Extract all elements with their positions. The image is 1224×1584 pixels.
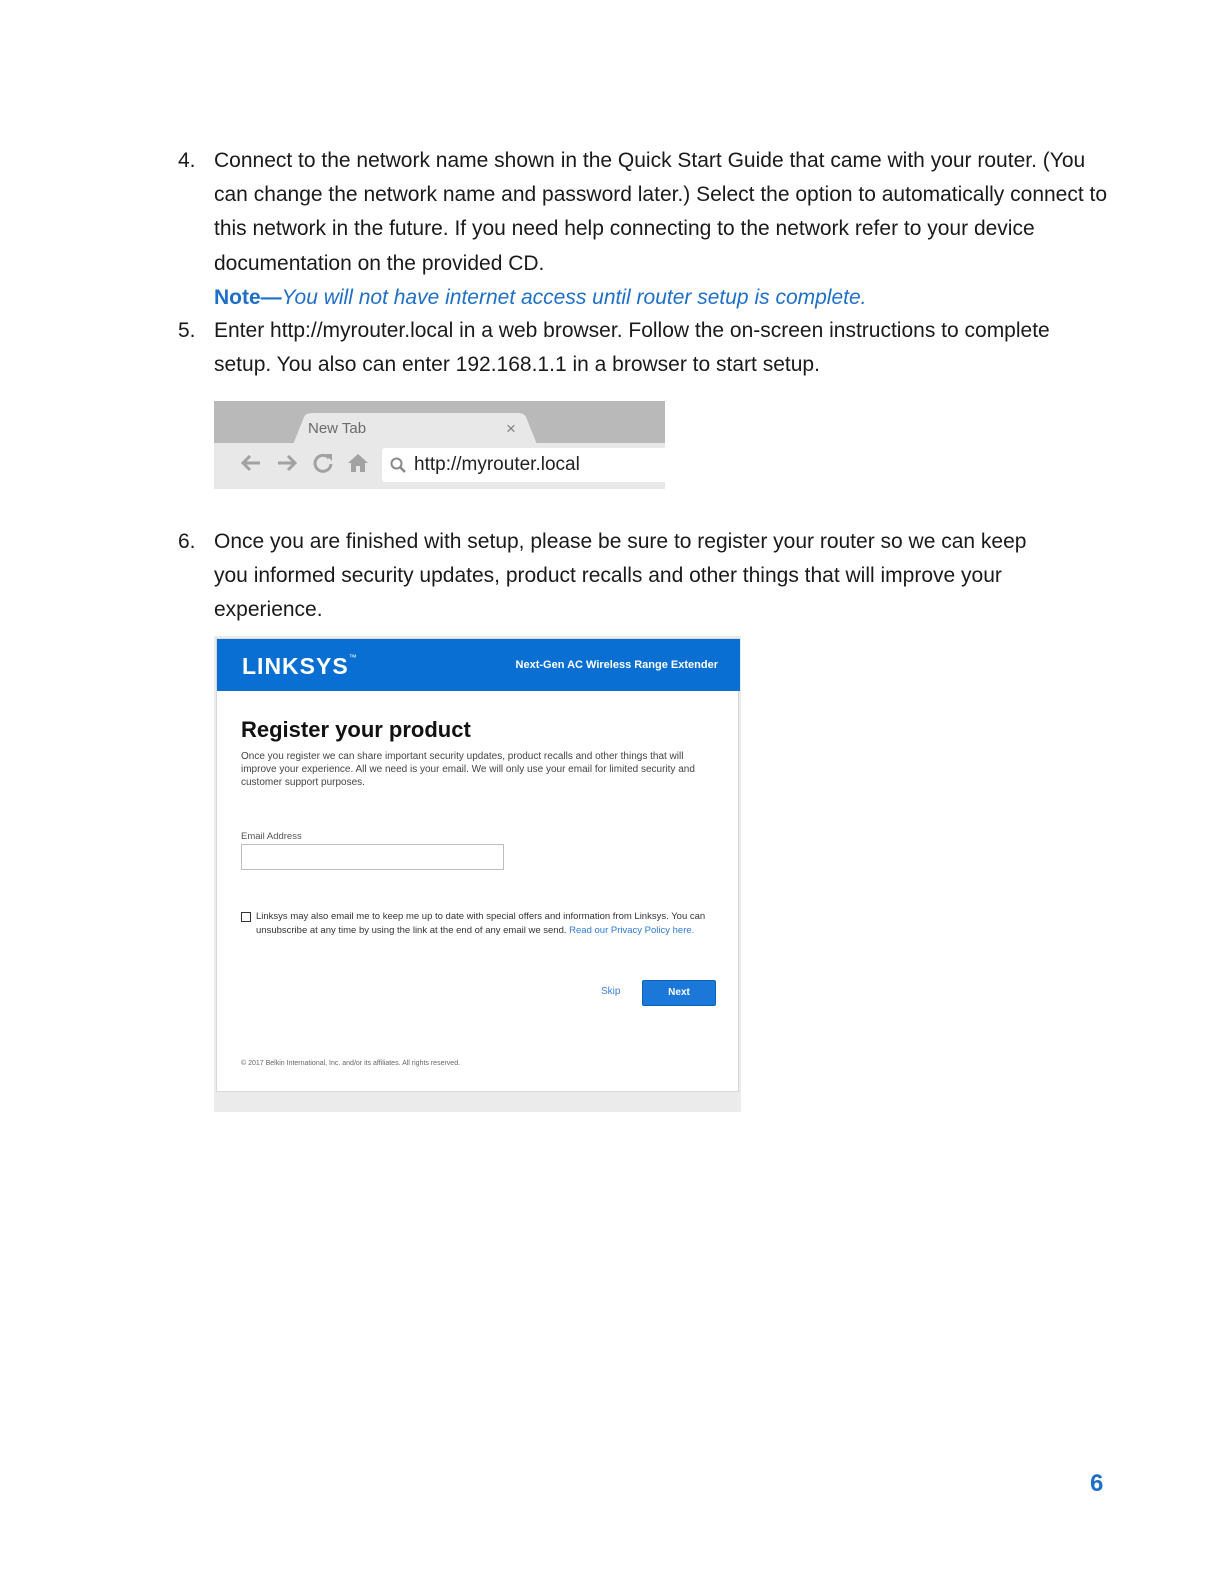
register-title: Register your product bbox=[241, 717, 471, 742]
linksys-logo bbox=[242, 653, 358, 680]
step-text: Enter http://myrouter.local in a web browser. Follow the on-screen instructions to complete setup. You also can enter 192.168.1.1 in a browser to start setup. bbox=[214, 319, 1050, 377]
tab-label: New Tab bbox=[308, 420, 367, 437]
register-page bbox=[216, 638, 739, 1092]
reload-icon[interactable] bbox=[312, 452, 334, 479]
copyright-footer: © 2017 Belkin International, Inc. and/or its affiliates. All rights reserved. bbox=[241, 1060, 461, 1067]
privacy-policy-link[interactable]: Read our Privacy Policy here. bbox=[569, 924, 695, 936]
brand-name: LINKSYS bbox=[242, 653, 349, 679]
close-icon[interactable]: × bbox=[506, 419, 516, 438]
step-number: 6. bbox=[178, 530, 196, 553]
step-number: 4. bbox=[178, 149, 196, 172]
skip-link[interactable]: Skip bbox=[601, 986, 621, 997]
browser-toolbar bbox=[214, 443, 665, 489]
note-label: Note— bbox=[214, 285, 282, 309]
offers-checkbox-label bbox=[256, 910, 726, 937]
home-icon[interactable] bbox=[347, 452, 369, 479]
search-icon bbox=[390, 457, 406, 478]
offers-checkbox[interactable] bbox=[241, 912, 251, 922]
step-4 bbox=[178, 144, 1108, 315]
trademark: ™ bbox=[348, 653, 358, 662]
email-label: Email Address bbox=[241, 831, 302, 842]
step-text: Connect to the network name shown in the Quick Start Guide that came with your router. (You can change the network name and password later.) Select the option to automatically connect to this network in the future. If you need help connecting to the network refer to your device documentation on the provided CD. bbox=[214, 149, 1108, 275]
address-bar[interactable] bbox=[382, 448, 665, 482]
back-arrow-icon[interactable] bbox=[240, 452, 262, 479]
email-field[interactable] bbox=[241, 844, 504, 870]
product-tagline: Next-Gen AC Wireless Range Extender bbox=[515, 659, 718, 671]
step-text: Once you are finished with setup, please be sure to register your router so we can keep you informed security updates, product recalls and other things that will improve your experience. bbox=[214, 530, 1027, 622]
note bbox=[214, 281, 1108, 315]
checkbox-text: Linksys may also email me to keep me up to date with special offers and information from Linksys. You can unsubscribe at any time by using the link at the end of any email we send. bbox=[256, 911, 706, 936]
step-6 bbox=[178, 525, 1108, 628]
step-number: 5. bbox=[178, 319, 196, 342]
browser-screenshot bbox=[214, 401, 665, 489]
page-number: 6 bbox=[1090, 1470, 1104, 1497]
note-text: You will not have internet access until router setup is complete. bbox=[281, 285, 867, 309]
forward-arrow-icon[interactable] bbox=[276, 452, 298, 479]
register-intro: Once you register we can share important security updates, product recalls and other things that will improve your experience. All we need is your email. We will only use your email for limited security and customer support purposes. bbox=[241, 751, 695, 788]
url-text: http://myrouter.local bbox=[414, 454, 580, 475]
register-header bbox=[217, 639, 740, 691]
browser-tab[interactable] bbox=[292, 413, 538, 447]
next-button[interactable]: Next bbox=[642, 980, 716, 1006]
step-5 bbox=[178, 314, 1108, 382]
register-screenshot bbox=[214, 636, 741, 1112]
